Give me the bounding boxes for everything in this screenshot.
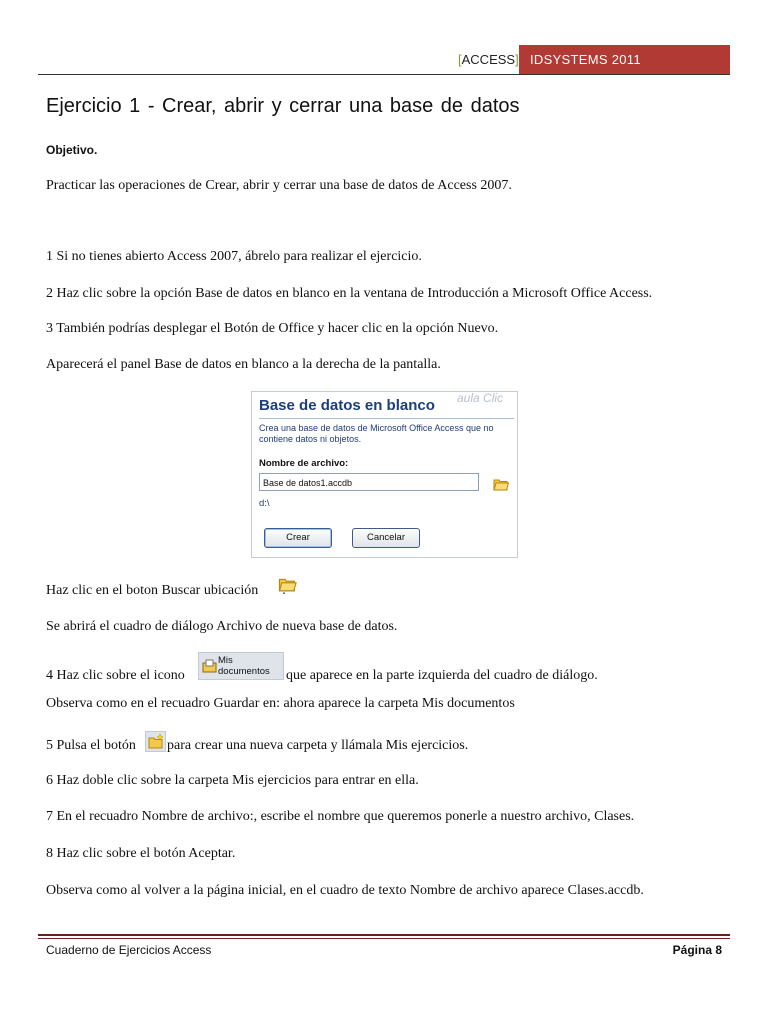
footer-title: Cuaderno de Ejercicios Access — [46, 943, 212, 957]
panel-title: Base de datos en blanco — [259, 397, 435, 414]
create-button[interactable]: Crear — [264, 528, 332, 548]
header-brand: IDSYSTEMS 2011 — [530, 52, 641, 67]
step-2: 2 Haz clic sobre la opción Base de datos en blanco en la ventana de Introducción a Microsoft Office Access. — [46, 286, 653, 301]
step-5-b: para crear una nueva carpeta y llámala Mis ejercicios. — [167, 738, 469, 753]
observe-save-in: Observa como en el recuadro Guardar en: ahora aparece la carpeta Mis documentos — [46, 696, 515, 711]
exercise-title: Ejercicio 1 - Crear, abrir y cerrar una base de datos — [46, 95, 520, 117]
panel-note: Aparecerá el panel Base de datos en blanco a la derecha de la pantalla. — [46, 357, 441, 372]
new-folder-icon — [146, 732, 165, 751]
dialog-note: Se abrirá el cuadro de diálogo Archivo de nueva base de datos. — [46, 619, 398, 634]
step-1: 1 Si no tienes abierto Access 2007, ábrelo para realizar el ejercicio. — [46, 249, 422, 264]
header-brand-box — [519, 45, 730, 74]
page-number: Página 8 — [672, 943, 722, 957]
step-5-a: 5 Pulsa el botón — [46, 738, 136, 753]
step-8: 8 Haz clic sobre el botón Aceptar. — [46, 846, 236, 861]
footer-divider-thin — [38, 938, 730, 939]
step-3: 3 También podrías desplegar el Botón de Office y hacer clic en la opción Nuevo. — [46, 321, 499, 336]
search-location-folder-icon — [278, 576, 297, 592]
panel-path: d:\ — [259, 498, 270, 509]
mis-documentos-button: Mis documentos — [198, 652, 284, 680]
header-section: [ACCESS] — [458, 52, 519, 67]
header-section-label: ACCESS — [461, 52, 516, 67]
objective-heading: Objetivo. — [46, 143, 98, 157]
blank-database-panel — [251, 391, 518, 558]
step-4-a: 4 Haz clic sobre el icono — [46, 668, 185, 683]
step-4-b: que aparece en la parte izquierda del cuadro de diálogo. — [286, 668, 598, 683]
panel-title-rule — [259, 418, 514, 419]
documents-folder-icon — [202, 659, 217, 673]
observe-filename: Observa como al volver a la página inicial, en el cuadro de texto Nombre de archivo aparece Clases.accdb. — [46, 883, 644, 898]
filename-label: Nombre de archivo: — [259, 458, 349, 469]
aulaclic-watermark: aula Clic — [457, 391, 504, 405]
new-folder-button — [145, 731, 166, 752]
filename-input[interactable]: Base de datos1.accdb — [259, 473, 479, 491]
panel-description: Crea una base de datos de Microsoft Office Access que no contiene datos ni objetos. — [259, 423, 494, 444]
footer-divider-thick — [38, 934, 730, 936]
objective-text: Practicar las operaciones de Crear, abrir y cerrar una base de datos de Access 2007. — [46, 178, 512, 193]
step-7: 7 En el recuadro Nombre de archivo:, escribe el nombre que queremos ponerle a nuestro archivo, Clases. — [46, 809, 635, 824]
header-divider — [38, 74, 730, 75]
browse-instruction: Haz clic en el boton Buscar ubicación — [46, 583, 259, 598]
cancel-button[interactable]: Cancelar — [352, 528, 420, 548]
browse-folder-icon[interactable] — [493, 477, 509, 491]
step-6: 6 Haz doble clic sobre la carpeta Mis ejercicios para entrar en ella. — [46, 773, 419, 788]
